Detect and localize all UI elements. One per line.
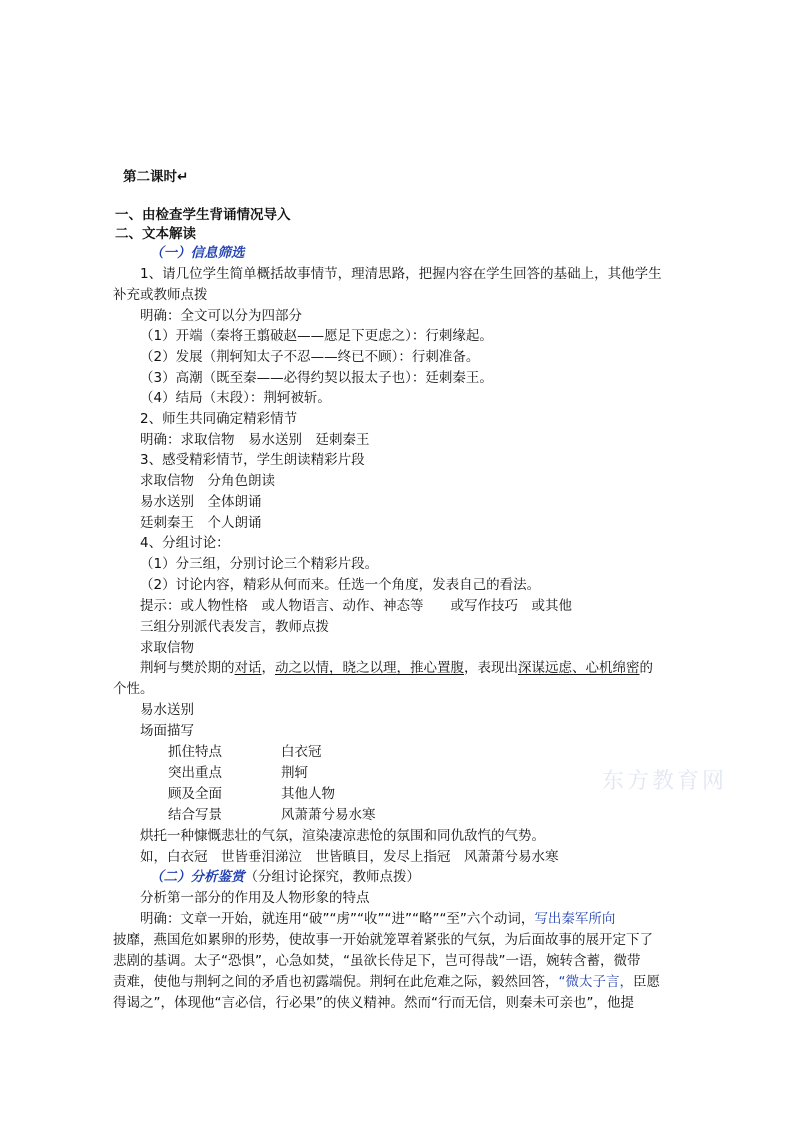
section-heading-1: 一、由检查学生背诵情况导入 xyxy=(115,207,291,223)
answer-text: 明确：文章一开始，就连用“破”“虏”“收”“进”“略”“至”六个动词， xyxy=(140,911,535,927)
part-item: （4）结局（末段）：荆轲被斩。 xyxy=(140,390,331,406)
example-line: 如，白衣冠 世皆垂泪涕泣 世皆瞋目，发尽上指冠 风萧萧兮易水寒 xyxy=(140,849,559,865)
xinwu-title: 求取信物 xyxy=(140,640,194,656)
scene-label: 结合写景 xyxy=(168,807,222,823)
xinwu-paragraph-line-1 xyxy=(140,658,653,678)
answer-line-4 xyxy=(113,972,660,992)
yishui-title: 易水送别 xyxy=(140,702,194,718)
question-4: 4、分组讨论： xyxy=(140,535,230,551)
reading-item: 求取信物 分角色朗读 xyxy=(140,473,275,489)
part-item: （3）高潮（既至秦——必得约契以报太子也）：廷刺秦王。 xyxy=(140,370,493,386)
answer-text: 责难，使他与荆轲之间的矛盾也初露端倪。荆轲在此危难之际，毅然回答， xyxy=(113,974,559,990)
scene-title: 场面描写 xyxy=(140,723,194,739)
part-item: （2）发展（荆轲知太子不忍——终已不顾）：行刺准备。 xyxy=(140,349,480,365)
answer-line-3: 悲剧的基调。太子“恐惧”，心急如焚，“虽欲长侍足下，岂可得哉”一语，婉转含蓄，微带 xyxy=(113,953,641,969)
xinwu-underlined-text: 深谋远虑、心机绵密 xyxy=(518,660,640,676)
scene-label: 抓住特点 xyxy=(168,744,222,760)
atmosphere-line: 烘托一种慷慨悲壮的气氛，渲染凄凉悲怆的氛围和同仇敌忾的气势。 xyxy=(140,828,545,844)
answer-intro: 明确：全文可以分为四部分 xyxy=(140,308,302,324)
scene-value: 风萧萧兮易水寒 xyxy=(281,807,376,823)
answer-line-2: 披靡，燕国危如累卵的形势，使故事一开始就笼罩着紧张的气氛，为后面故事的展开定下了 xyxy=(113,932,653,948)
question-2: 2、师生共同确定精彩情节 xyxy=(140,411,298,427)
subsection-heading-1: （一）信息筛选 xyxy=(150,245,245,261)
scene-value: 白衣冠 xyxy=(281,744,322,760)
xinwu-underlined-text: 对话 xyxy=(234,660,262,676)
question-1-line-1: 1、请几位学生简单概括故事情节，理清思路，把握内容在学生回答的基础上，其他学生 xyxy=(140,266,662,282)
part-item: （1）开端（秦将王翦破赵——愿足下更虑之）：行刺缘起。 xyxy=(140,328,493,344)
watermark: 东方教育网 xyxy=(602,769,728,794)
scene-value: 其他人物 xyxy=(281,786,335,802)
answer-highlight-text: 写出秦军所向 xyxy=(534,911,616,927)
subsection-2-title: （二）分析鉴赏 xyxy=(150,869,245,885)
xinwu-text: ，表现出 xyxy=(464,660,518,676)
scene-label: 突出重点 xyxy=(168,765,222,781)
question-3: 3、感受精彩情节，学生朗读精彩片段 xyxy=(140,452,365,468)
answer-highlight-text: “微太子言， xyxy=(558,974,633,990)
scene-value: 荆轲 xyxy=(281,765,308,781)
answer-line-1 xyxy=(140,909,615,929)
xinwu-paragraph-line-2: 个性。 xyxy=(113,681,154,697)
groups-line: 三组分别派代表发言，教师点拨 xyxy=(140,619,329,635)
discussion-item: （1）分三组，分别讨论三个精彩片段。 xyxy=(140,556,379,572)
xinwu-underlined-text: 动之以情，晓之以理，推心置腹 xyxy=(275,660,464,676)
section-heading-2: 二、文本解读 xyxy=(115,226,196,242)
question-2-answer: 明确：求取信物 易水送别 廷刺秦王 xyxy=(140,432,370,448)
xinwu-text: 荆轲与樊於期的 xyxy=(140,660,235,676)
reading-item: 廷刺秦王 个人朗诵 xyxy=(140,515,262,531)
hint-line: 提示：或人物性格 或人物语言、动作、神态等 或写作技巧 或其他 xyxy=(140,598,572,614)
answer-text: 臣愿 xyxy=(633,974,660,990)
lesson-heading: 第二课时↵ xyxy=(123,169,189,185)
xinwu-text: 的 xyxy=(639,660,653,676)
scene-label: 顾及全面 xyxy=(168,786,222,802)
subsection-heading-2 xyxy=(150,867,420,887)
xinwu-text: ， xyxy=(261,660,275,676)
analysis-question: 分析第一部分的作用及人物形象的特点 xyxy=(140,890,370,906)
reading-item: 易水送别 全体朗诵 xyxy=(140,494,262,510)
answer-line-5: 得谒之”，体现他“言必信，行必果”的侠义精神。然而“行而无信，则秦未可亲也”，他提 xyxy=(113,995,634,1011)
discussion-item: （2）讨论内容，精彩从何而来。任选一个角度，发表自己的看法。 xyxy=(140,577,541,593)
subsection-2-note: （分组讨论探究，教师点拨） xyxy=(244,869,420,885)
question-1-line-2: 补充或教师点拨 xyxy=(113,287,208,303)
